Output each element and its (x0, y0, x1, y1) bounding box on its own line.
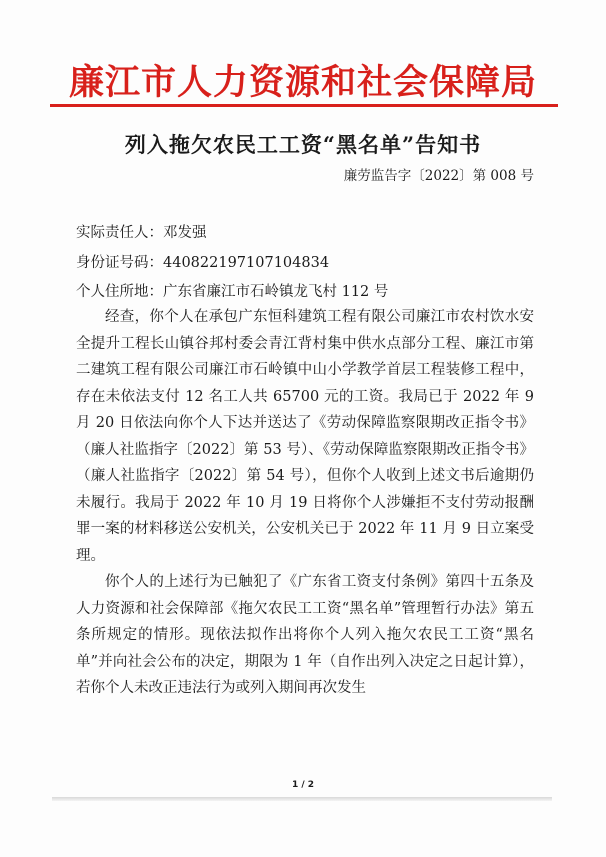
field-id-number (76, 251, 329, 272)
field-label: 个人住所地： (76, 284, 163, 300)
red-header-rule (50, 104, 558, 107)
body-paragraph: 经查，你个人在承包广东恒科建筑工程有限公司廉江市农村饮水安全提升工程长山镇谷邦村委会青江背村集中供水点部分工程、廉江市第二建筑工程有限公司廉江市石岭镇中山小学教学首层工程装修工程中，存在未依法支付 12 名工人共 65700 元的工资。我局已于 2022 年 9 月 20 日依法向你个人下达并送达了《劳动保障监察限期改正指令书》（廉人社监指字〔2022〕第 53 号）、《劳动保障监察限期改正指令书》（廉人社监指字〔2022〕第 54 号），但你个人收到上述文书后逾期仍未履行。我局于 2022 年 10 月 19 日将你个人涉嫌拒不支付劳动报酬罪一案的材料移送公安机关，公安机关已于 2022 年 11 月 9 日立案受理。 (76, 309, 534, 564)
field-value: 440822197107104834 (163, 255, 330, 271)
page-bottom-edge (52, 797, 552, 801)
notice-body (76, 304, 534, 702)
body-paragraph: 你个人的上述行为已触犯了《广东省工资支付条例》第四十五条及人力资源和社会保障部《拖欠农民工工资“黑名单”管理暂行办法》第五条所规定的情形。现依法拟作出将你个人列入拖欠农民工工资“黑名单”并向社会公布的决定，期限为 1 年（自作出列入决定之日起计算），若你个人未改正违法行为或列入期间再次发生 (76, 574, 534, 696)
issuer-heading (0, 55, 606, 105)
field-residence (76, 280, 388, 301)
issuer-name: 廉江市人力资源和社会保障局 (68, 62, 537, 103)
field-responsible-person (76, 221, 207, 242)
field-label: 身份证号码： (76, 255, 163, 271)
field-label: 实际责任人： (76, 225, 163, 241)
notice-title: 列入拖欠农民工工资“黑名单”告知书 (124, 132, 482, 157)
document-number: 廉劳监告字〔2022〕第 008 号 (343, 168, 534, 184)
field-value: 广东省廉江市石岭镇龙飞村 112 号 (163, 284, 389, 300)
page-indicator: 1 / 2 (291, 780, 315, 790)
field-value: 邓发强 (163, 225, 207, 241)
